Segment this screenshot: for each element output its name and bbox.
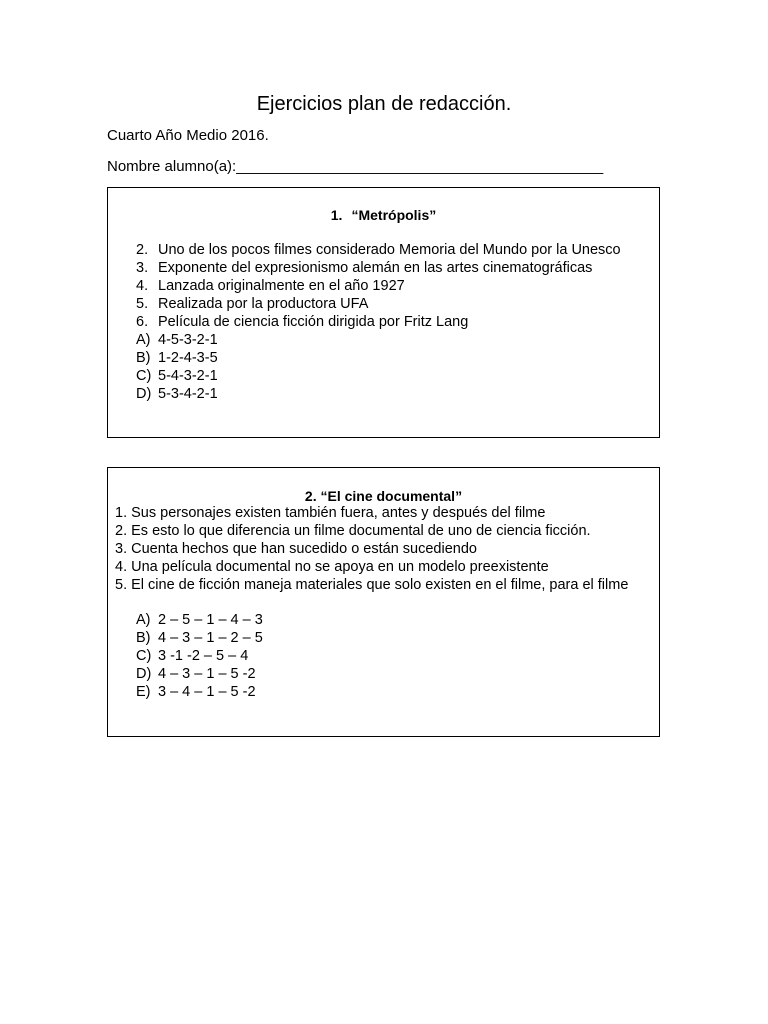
answer-option-text: 2 – 5 – 1 – 4 – 3 xyxy=(158,612,263,628)
list-item xyxy=(136,241,621,259)
list-item: 4. Una película documental no se apoya en un modelo preexistente xyxy=(115,559,549,575)
list-item-label: 6. xyxy=(136,314,149,330)
list-item: 1. Sus personajes existen también fuera, antes y después del filme xyxy=(115,505,546,521)
answer-option-text: 5-4-3-2-1 xyxy=(158,368,218,384)
answer-option xyxy=(136,683,263,701)
answer-option-label: D) xyxy=(136,666,152,682)
exercise-2-box xyxy=(107,467,660,737)
answer-option xyxy=(136,349,621,367)
answer-option-label: C) xyxy=(136,648,152,664)
list-item: 3. Cuenta hechos que han sucedido o están sucediendo xyxy=(115,541,477,557)
answer-option-text: 3 -1 -2 – 5 – 4 xyxy=(158,648,249,664)
answer-option-label: C) xyxy=(136,368,152,384)
answer-option-text: 4-5-3-2-1 xyxy=(158,332,218,348)
answer-option xyxy=(136,331,621,349)
list-item xyxy=(136,277,621,295)
answer-option xyxy=(136,665,263,683)
list-item-label: 2. xyxy=(136,242,149,258)
list-item xyxy=(136,259,621,277)
answer-option xyxy=(136,385,621,403)
student-name-line: Nombre alumno(a):____________________________________________ xyxy=(107,158,604,175)
answer-option-label: D) xyxy=(136,386,152,402)
answer-option-text: 4 – 3 – 1 – 2 – 5 xyxy=(158,630,263,646)
exercise-1-number: 1. xyxy=(330,207,343,223)
answer-option xyxy=(136,367,621,385)
list-item-text: Exponente del expresionismo alemán en las artes cinematográficas xyxy=(158,260,593,276)
exercise-1-title-text: “Metrópolis” xyxy=(351,207,437,223)
document-title: Ejercicios plan de redacción. xyxy=(256,93,512,115)
list-item-label: 3. xyxy=(136,260,149,276)
list-item-label: 5. xyxy=(136,296,149,312)
list-item-text: Uno de los pocos filmes considerado Memoria del Mundo por la Unesco xyxy=(158,242,621,258)
list-item-text: Lanzada originalmente en el año 1927 xyxy=(158,278,405,294)
answer-option-label: E) xyxy=(136,684,151,700)
answer-option-text: 3 – 4 – 1 – 5 -2 xyxy=(158,684,256,700)
list-item xyxy=(136,295,621,313)
exercise-1-box xyxy=(107,187,660,438)
answer-option xyxy=(136,611,263,629)
answer-option xyxy=(136,629,263,647)
answer-option-label: A) xyxy=(136,612,151,628)
answer-option-text: 1-2-4-3-5 xyxy=(158,350,218,366)
answer-option-label: A) xyxy=(136,332,151,348)
answer-option-text: 5-3-4-2-1 xyxy=(158,386,218,402)
exercise-1-title xyxy=(108,206,659,224)
list-item-text: Realizada por la productora UFA xyxy=(158,296,369,312)
answer-option-label: B) xyxy=(136,630,151,646)
list-item: 5. El cine de ficción maneja materiales que solo existen en el filme, para el filme xyxy=(115,577,629,593)
exercise-2-list xyxy=(115,504,628,594)
answer-option-text: 4 – 3 – 1 – 5 -2 xyxy=(158,666,256,682)
course-year: Cuarto Año Medio 2016. xyxy=(107,127,269,144)
answer-option xyxy=(136,647,263,665)
answer-option-label: B) xyxy=(136,350,151,366)
list-item-label: 4. xyxy=(136,278,149,294)
list-item-text: Película de ciencia ficción dirigida por Fritz Lang xyxy=(158,314,469,330)
exercise-2-title: 2. “El cine documental” xyxy=(304,488,463,504)
exercise-1-list xyxy=(136,241,621,403)
list-item xyxy=(136,313,621,331)
exercise-2-options xyxy=(136,611,263,701)
list-item: 2. Es esto lo que diferencia un filme documental de uno de ciencia ficción. xyxy=(115,523,591,539)
